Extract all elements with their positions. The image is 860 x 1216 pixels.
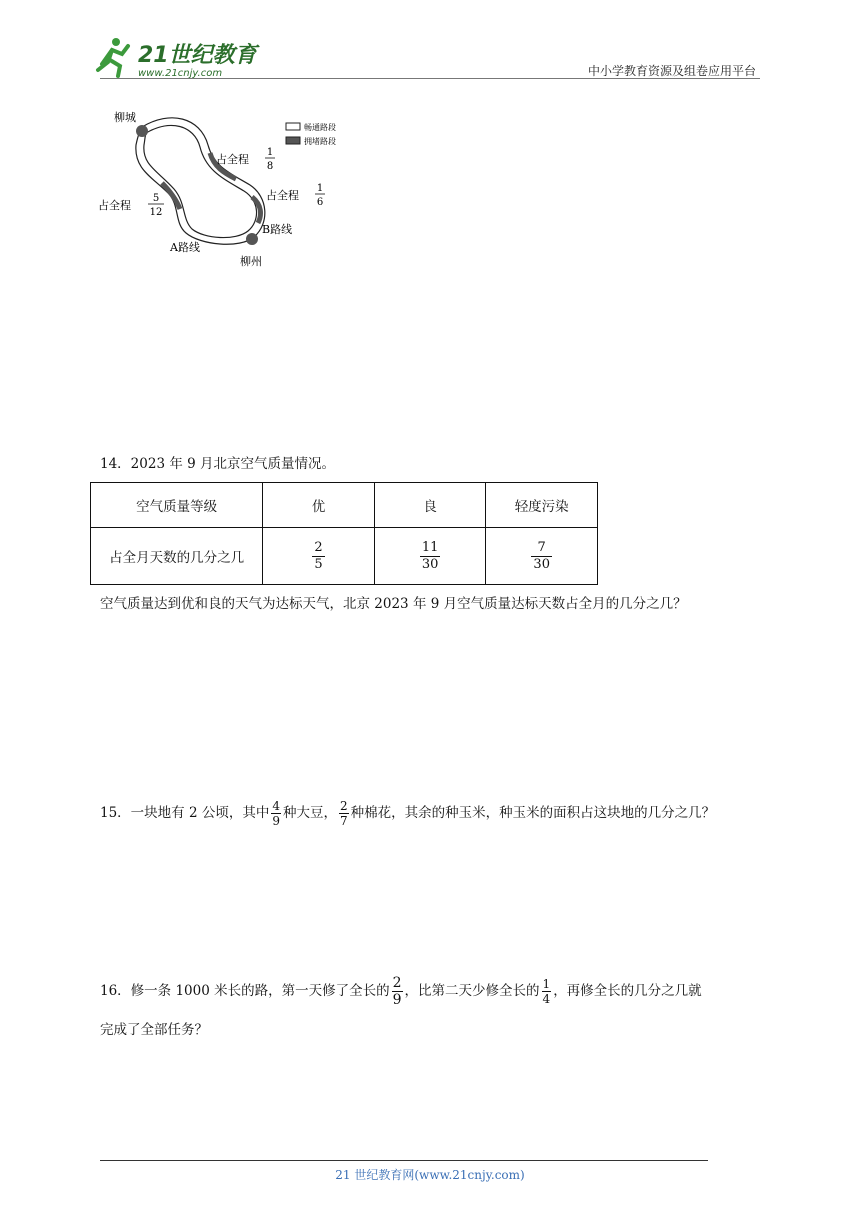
q15-fraction-2: $\frac{2}{7}$ [340, 799, 348, 828]
share-label-a: 占全程 [98, 199, 131, 212]
share-b2-num: 1 [316, 183, 324, 194]
q16-text [100, 974, 702, 1008]
share-label-b1: 占全程 [216, 153, 249, 166]
q16-line2: 完成了全部任务？ [100, 1022, 208, 1038]
q16-part1: 16．修一条 1000 米长的路，第一天修了全长的 [100, 983, 390, 999]
fraction-den: 30 [421, 556, 439, 572]
city-marker-top [136, 125, 148, 137]
header-divider [100, 78, 760, 79]
q15-part1: 15．一块地有 2 公顷，其中 [100, 805, 270, 821]
share-a-num: 5 [152, 193, 160, 204]
table-header-cell: 优 [263, 483, 375, 528]
table-row [91, 528, 598, 585]
table-row-label: 占全月天数的几分之几 [91, 528, 263, 585]
q15-text [100, 796, 715, 830]
table-header-cell: 空气质量等级 [91, 483, 263, 528]
table-header-row [91, 483, 598, 528]
table-cell-fraction [374, 528, 486, 585]
table-cell-fraction [263, 528, 375, 585]
fraction-num: 11 [421, 539, 439, 555]
legend-smooth-swatch [286, 123, 300, 130]
city-top-label: 柳城 [114, 111, 136, 124]
fraction-den: 30 [533, 556, 550, 572]
table-header-cell: 轻度污染 [486, 483, 598, 528]
q14-question: 空气质量达到优和良的天气为达标天气，北京 2023 年 9 月空气质量达标天数占全月的几分之几？ [100, 596, 687, 612]
logo-text: 21世纪教育 [138, 43, 257, 68]
legend-jam-swatch [286, 137, 300, 144]
legend-jam-label: 拥堵路段 [304, 137, 336, 146]
site-logo [94, 34, 264, 80]
q16-fraction-2: $\frac{1}{4}$ [542, 977, 551, 1006]
route-a-label: A路线 [170, 241, 200, 254]
footer-text[interactable]: 21 世纪教育网(www.21cnjy.com) [335, 1168, 525, 1182]
legend-smooth-label: 畅通路段 [304, 123, 336, 132]
share-b1-num: 1 [266, 147, 274, 158]
q16-part2: ，比第二天少修全长的 [404, 983, 540, 999]
air-quality-table [90, 482, 598, 585]
q16-fraction-1: $\frac{2}{9}$ [392, 975, 402, 1008]
q15-part3: 种棉花，其余的种玉米，种玉米的面积占这块地的几分之几？ [350, 805, 716, 821]
logo-url: www.21cnjy.com [138, 68, 223, 79]
q16-part3: ，再修全长的几分之几就 [553, 983, 702, 999]
share-label-b2: 占全程 [266, 189, 299, 202]
fraction-num: 7 [531, 540, 552, 557]
share-a-den: 12 [149, 207, 163, 218]
q15-part2: 种大豆， [283, 805, 337, 821]
fraction-den: 5 [314, 556, 323, 572]
q14-title: 14．2023 年 9 月北京空气质量情况。 [100, 456, 335, 472]
table-cell-fraction [486, 528, 598, 585]
city-marker-bottom [246, 233, 258, 245]
fraction-num: 2 [314, 539, 323, 555]
runner-icon [98, 38, 128, 76]
header-platform-text: 中小学教育资源及组卷应用平台 [587, 64, 756, 78]
share-b1-den: 8 [266, 161, 274, 172]
table-header-cell: 良 [374, 483, 486, 528]
route-loop [136, 118, 265, 244]
share-b2-den: 6 [316, 197, 324, 208]
q15-fraction-1: $\frac{4}{9}$ [272, 799, 280, 828]
footer-divider [100, 1160, 708, 1161]
route-b-label: B路线 [262, 223, 293, 236]
route-map [90, 105, 370, 275]
city-bottom-label: 柳州 [240, 255, 262, 268]
